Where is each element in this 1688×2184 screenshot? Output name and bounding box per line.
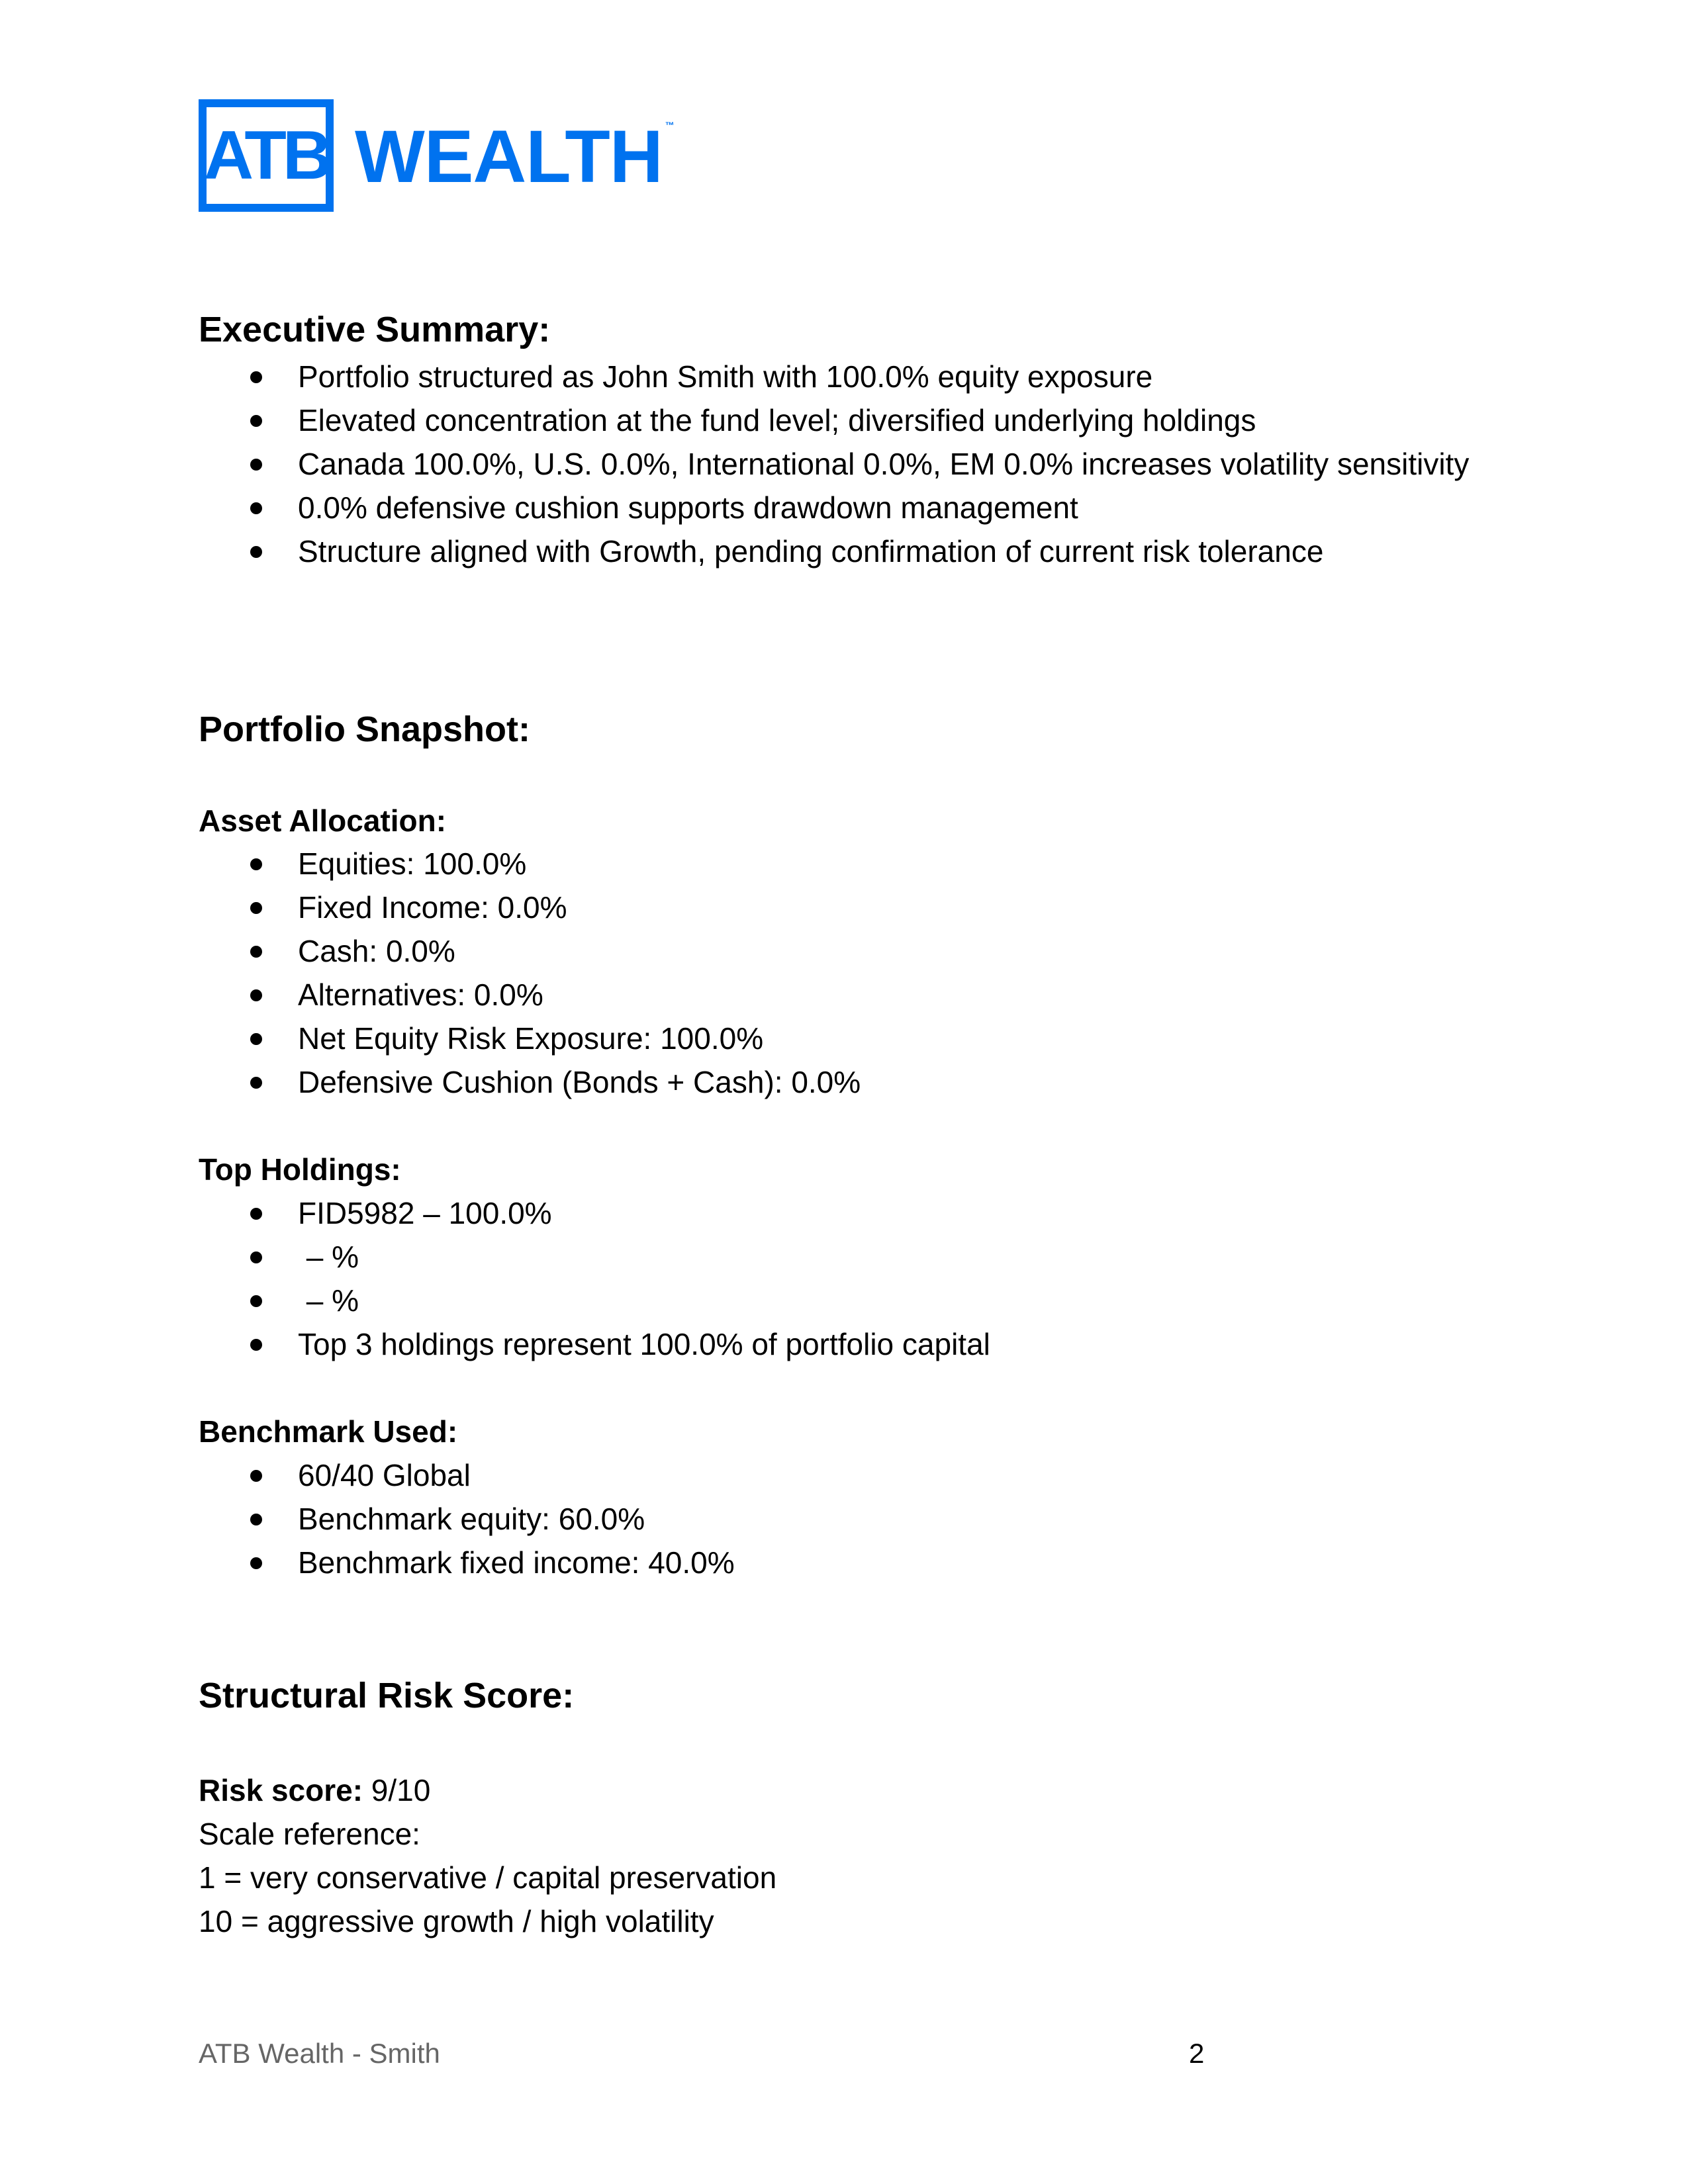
structural-risk-heading: Structural Risk Score: <box>199 1676 575 1715</box>
list-item: Defensive Cushion (Bonds + Cash): 0.0% <box>199 1060 1470 1104</box>
logo-box <box>199 99 334 212</box>
asset-allocation-list <box>199 842 1470 1104</box>
list-item: Benchmark fixed income: 40.0% <box>199 1541 1470 1584</box>
list-item: Net Equity Risk Exposure: 100.0% <box>199 1017 1470 1060</box>
page-number: 2 <box>1189 2038 1205 2069</box>
top-holdings-list <box>199 1191 1470 1366</box>
asset-allocation-heading: Asset Allocation: <box>199 803 447 838</box>
logo-box-text: ATB <box>203 117 329 194</box>
list-item: Structure aligned with Growth, pending confirmation of current risk tolerance <box>199 529 1470 573</box>
list-item: Benchmark equity: 60.0% <box>199 1497 1470 1541</box>
list-item: Cash: 0.0% <box>199 929 1470 973</box>
list-item: FID5982 – 100.0% <box>199 1191 1470 1235</box>
scale-reference-title: Scale reference: <box>199 1817 420 1851</box>
list-item: Elevated concentration at the fund level; diversified underlying holdings <box>199 398 1470 442</box>
list-item: Portfolio structured as John Smith with 100.0% equity exposure <box>199 355 1470 398</box>
benchmark-list <box>199 1453 1470 1584</box>
list-item: 0.0% defensive cushion supports drawdown management <box>199 486 1470 529</box>
list-item: Alternatives: 0.0% <box>199 973 1470 1017</box>
list-item: 60/40 Global <box>199 1453 1470 1497</box>
list-item: Top 3 holdings represent 100.0% of portfolio capital <box>199 1322 1470 1366</box>
risk-score-line <box>199 1768 430 1812</box>
executive-summary-heading: Executive Summary: <box>199 310 551 349</box>
list-item: Equities: 100.0% <box>199 842 1470 886</box>
logo-trademark: ™ <box>665 120 675 130</box>
list-item: – % <box>199 1279 1470 1322</box>
risk-score-label: Risk score: <box>199 1773 363 1807</box>
risk-score-value: 9/10 <box>363 1773 431 1807</box>
footer-label: ATB Wealth - Smith <box>199 2038 440 2069</box>
logo-wordmark: WEALTH <box>355 115 663 198</box>
scale-low-description: 1 = very conservative / capital preservation <box>199 1860 777 1895</box>
top-holdings-heading: Top Holdings: <box>199 1152 401 1187</box>
list-item: – % <box>199 1235 1470 1279</box>
atb-wealth-logo <box>199 99 675 212</box>
benchmark-heading: Benchmark Used: <box>199 1414 458 1449</box>
scale-high-description: 10 = aggressive growth / high volatility <box>199 1904 714 1938</box>
portfolio-snapshot-heading: Portfolio Snapshot: <box>199 709 530 749</box>
executive-summary-list <box>199 355 1470 573</box>
list-item: Fixed Income: 0.0% <box>199 886 1470 929</box>
list-item: Canada 100.0%, U.S. 0.0%, International 0.0%, EM 0.0% increases volatility sensitivity <box>199 442 1470 486</box>
